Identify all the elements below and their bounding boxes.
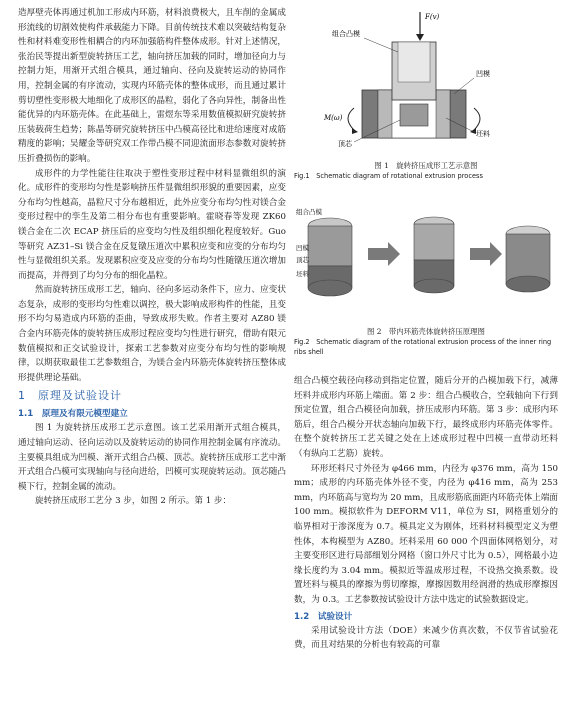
figure-1-caption-cn: 图 1 旋转挤压成形工艺示意图: [374, 161, 478, 170]
fig2-label-ejector: 顶芯: [296, 256, 309, 264]
fig2-label-billet: 坯料: [296, 270, 309, 278]
subsection-heading-1-2: 1.2 试验设计: [294, 611, 353, 622]
fig1-label-billet: 坯料: [476, 130, 490, 138]
paragraph-intro-continued: 造厚壁壳体再通过机加工形成内环筋，材料浪费极大，且车削的金属成形流线的切割效使构件承载能力下降。目前传统技术难以突破结构复杂性和材料难变形性相耦合的内环加强筋构件整体成形。针对上述情况，张治民等提出新型旋转挤压工艺，轴向挤压加载的同时，增加径向力与控制力矩，用渐开式组合模具，通过轴向、径向及旋转运动的协同作用，控制金属的有序流动，实现内环筋壳体的整体成形，而且通过累计剪切塑性变形极大地细化了成形区的晶粒，弱化了各向异性，制备出性能优异的内环筋壳体。在此基础上，雷煜东等采用数值模拟研究旋转挤压装载荷生趋势；陈晶等研究旋转挤压中凸模高径比和进给速度对成筋精度的影响；吴耀金等研究双工作带凸模不同迎流面形态参数对旋转挤压折叠损伤的影响。: [18, 8, 286, 164]
paragraph-steps: 旋转挤压成形工艺分 3 步，如图 2 所示。第 1 步：: [35, 496, 232, 507]
right-text-block: [294, 374, 558, 653]
paragraph-simulation-setup: 环形坯料尺寸外径为 φ466 mm，内径为 φ376 mm，高为 150 mm；成形的内环筋壳体外径不变，内径为 φ416 mm，高为 253 mm，内环筋高与宽均为 20 mm，且成形筋底面距内环筋壳体上端面 100 mm。模拟软件为 DEFORM V11，单位为 SI，网格重划分的临界相对于渗深度为 0.7。模具定义为刚体，坯料材料模型定义为塑性体，本构模型为 AZ80。坯料采用 60 000 个四面体网格划分，对主要变形区进行局部细划分网格（窗口外尺寸比为 0.5），网格最小边缘长度约为 3.04 mm。模拟近等温成形过程，不设热交换系数。设置坯料与模具的摩擦为剪切摩擦，摩擦因数用经润滑的热成形摩擦因数，为 0.3。工艺参数按试验设计方法中选定的试验数据设定。: [294, 463, 558, 605]
figure-2-caption-cn: 图 2 带内环筋壳体旋转挤压原理图: [367, 327, 485, 336]
fig2-label-die: 凹模: [296, 244, 309, 252]
figure-1: [294, 8, 558, 160]
figure-1-caption: [294, 160, 558, 181]
figure-2-caption-en: Fig.2 Schematic diagram of the rotational extrusion process of the inner ring ribs shell: [294, 338, 552, 356]
fig2-label-combined-punch: 组合凸模: [296, 208, 322, 216]
figure-2-diagram: [294, 204, 558, 326]
fig1-label-moment: M(ω): [324, 114, 343, 122]
fig1-force-label: F(v): [425, 13, 440, 21]
right-column: [294, 8, 558, 717]
figure-2: [294, 204, 558, 326]
paragraph-research-aim: 然而旋转挤压成形工艺，轴向、径向多运动条件下，应力、应变状态复杂，成形的变形均匀性难以调控，极大影响成形构件的性能，且变形不均匀易造成内环筋的歪曲，导致成形失败。作者主要对 AZ80 镁合金内环筋壳体的旋转挤压成形过程应变均匀性进行研究，借助有限元数值模拟和正交试验设计，探索工艺参数对应变分布均匀性的影响规律，以期获取最佳工艺参数组合，为镁合金内环筋壳体旋转挤压整体成形提供理论基础。: [18, 285, 286, 383]
fig1-label-combined-punch: 组合凸模: [332, 30, 360, 38]
left-column: [18, 6, 286, 509]
paragraph-doe: 采用试验设计方法（DOE）来减少仿真次数，不仅节省试验花费，而且对结果的分析也有较高的可靠: [294, 625, 558, 651]
paragraph-deformation-uniformity: 成形件的力学性能往往取决于塑性变形过程中材料显微组织的演化。成形件的变形均匀性是影响挤压件显微组织形貌的重要因素，应变分布均匀性越高，晶粒尺寸分布越相近，此外应变分布均匀性对镁合金变形过程中的孪生及第二相分布也有重要影响。霍晓春等发现 ZK60 镁合金在二次 ECAP 挤压后的应变均匀性及组织细化程度较好。Guo 等研究 AZ31–Si 镁合金在反复镦压道次中累积应变和应变的分布均匀性与显微组织关系。发现累积应变及应变的分布均匀性随镦压道次增加而提高，并得到了均匀分布的细化晶粒。: [18, 168, 286, 281]
subsection-heading-1-1: 1.1 原理及有限元模型建立: [18, 409, 128, 420]
fig1-label-die: 凹模: [476, 70, 490, 78]
fig1-label-ejector: 顶芯: [338, 140, 352, 148]
figure-1-caption-en: Fig.1 Schematic diagram of rotational extrusion process: [294, 172, 483, 180]
figure-2-caption: [294, 326, 558, 357]
figure-1-diagram: [294, 8, 558, 160]
section-heading-1: 1 原理及试验设计: [18, 389, 122, 403]
paragraph-principle: 图 1 为旋转挤压成形工艺示意图。该工艺采用渐开式组合模具，通过轴向运动、径向运动以及旋转运动的协同作用控制金属有序流动。主要模具组成为凹模、渐开式组合凸模、顶芯。旋转挤压成形工艺中渐开式组合凸模可实现轴向与径向进给，凹模可实现旋转运动。顶芯随凸模下行，控制金属的流动。: [18, 423, 286, 492]
paragraph-process-steps-continued: 组合凸模空载径向移动到指定位置，随后分开的凸模加载下行，减薄坯料并成形内环筋上端面。第 2 步：组合凸模收合，空载轴向下行到预定位置，组合凸模径向加载，挤压成形内环筋。第 3 步：成形内环筋后，组合凸模分开状态轴向加载下行，最终成形内环筋壳体零件。在整个旋转挤压工艺关键之处在上述成形过程中凹模一直带动坯料（有纵向工艺筋）旋转。: [294, 376, 558, 459]
